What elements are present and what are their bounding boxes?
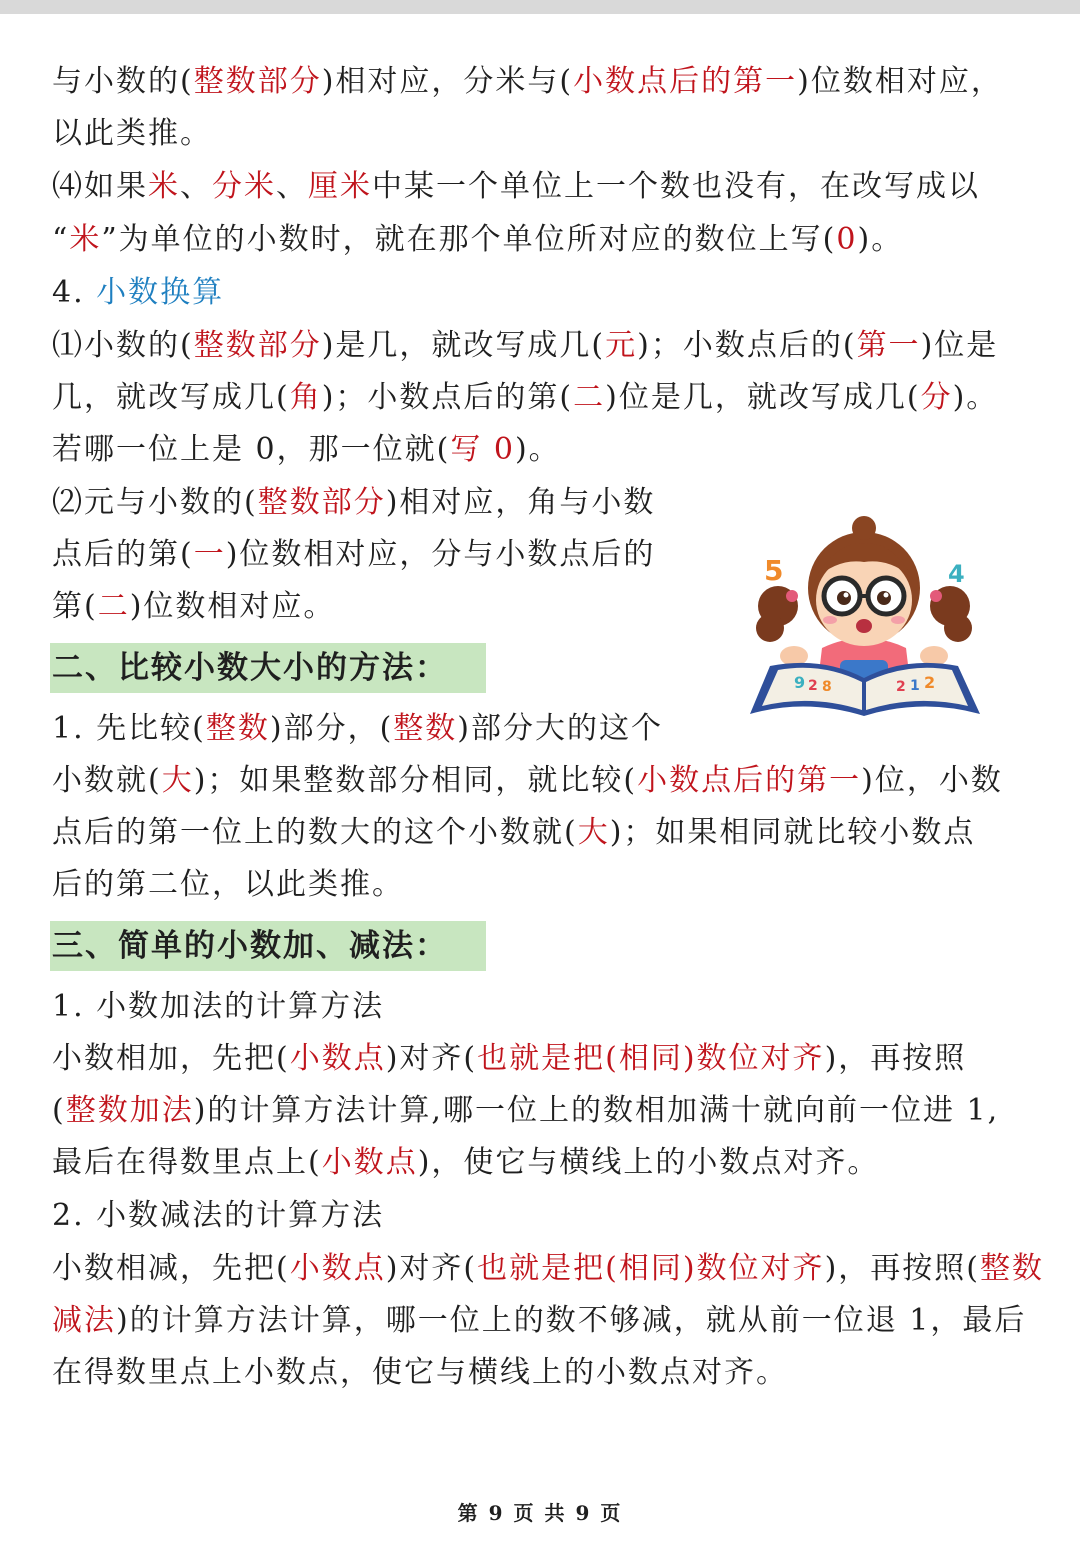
top-bar <box>0 0 1080 14</box>
text-line <box>52 220 903 260</box>
book-digit: 2 <box>808 678 818 694</box>
highlighted-answer: 二 <box>97 589 130 624</box>
text-line <box>52 1091 999 1131</box>
floating-digit: 5 <box>764 554 784 587</box>
text-run: )，使它与横线上的小数点对齐。 <box>417 1145 880 1180</box>
text-line <box>52 709 663 749</box>
text-run: 、 <box>180 169 212 204</box>
text-run: 几，就改写成几( <box>52 380 290 415</box>
highlighted-answer: 小数点后的第一 <box>573 64 798 99</box>
text-run: )部分，( <box>269 711 394 746</box>
highlighted-answer: 整数 <box>393 711 458 746</box>
highlighted-answer: 小数点 <box>289 1041 386 1076</box>
highlighted-answer: 整数部分 <box>257 485 386 520</box>
text-run: )相对应，分米与( <box>321 64 574 99</box>
text-line <box>52 62 1003 102</box>
book-digit: 8 <box>822 679 832 695</box>
text-line <box>52 326 998 366</box>
text-line <box>52 865 404 905</box>
highlighted-answer: 分米 <box>212 169 276 204</box>
text-run: 与小数的( <box>52 64 194 99</box>
text-run: )；小数点后的第( <box>321 380 574 415</box>
highlighted-answer: 整数部分 <box>193 328 322 363</box>
text-line <box>52 430 561 470</box>
text-line <box>52 1249 1044 1289</box>
text-line <box>52 987 384 1027</box>
subsection-heading <box>52 273 224 313</box>
text-run: )。 <box>514 432 561 467</box>
text-line <box>52 378 998 418</box>
text-line <box>52 587 335 627</box>
highlighted-answer: 小数换算 <box>96 275 225 310</box>
text-run: 第( <box>52 589 98 624</box>
text-run: )；如果相同就比较小数点 <box>609 815 976 850</box>
text-line <box>52 761 1003 801</box>
text-line <box>52 1039 966 1079</box>
highlighted-answer: 大 <box>577 815 610 850</box>
highlighted-answer: 第一 <box>856 328 921 363</box>
text-run: 、 <box>276 169 308 204</box>
text-line <box>52 1353 788 1393</box>
highlighted-answer: 整数加法 <box>65 1093 194 1128</box>
page-footer: 第 9 页 共 9 页 <box>457 1501 623 1525</box>
text-run: )是几，就改写成几( <box>321 328 606 363</box>
floating-digit: 4 <box>948 560 965 588</box>
highlighted-answer: 一 <box>193 537 226 572</box>
highlighted-answer: 也就是把(相同)数位对齐 <box>477 1041 825 1076</box>
text-run: 点后的第( <box>52 537 194 572</box>
text-run: 点后的第一位上的数大的这个小数就( <box>52 815 578 850</box>
girl-reading-book-illustration <box>742 488 988 724</box>
text-run: )位数相对应， <box>797 64 1003 99</box>
text-run: )；如果整数部分相同，就比较( <box>193 763 638 798</box>
text-run: 小数就( <box>52 763 162 798</box>
highlighted-answer: 0 <box>836 222 858 257</box>
section-heading: 三、简单的小数加、减法： <box>50 921 486 971</box>
highlighted-answer: 米 <box>69 222 102 257</box>
highlighted-answer: 整数部分 <box>193 64 322 99</box>
text-run: )对齐( <box>385 1251 478 1286</box>
highlighted-answer: 元 <box>605 328 638 363</box>
text-line <box>52 813 975 853</box>
highlighted-answer: 整数 <box>205 711 270 746</box>
highlighted-answer: 分 <box>920 380 953 415</box>
text-run: 1. 先比较( <box>52 711 206 746</box>
text-run: ( <box>52 1093 66 1128</box>
text-run: )位是 <box>920 328 999 363</box>
text-run: )位，小数 <box>861 763 1003 798</box>
text-run: 小数相加，先把( <box>52 1041 290 1076</box>
text-run: ⑴小数的( <box>52 328 194 363</box>
text-run: ⑷如果 <box>52 169 148 204</box>
text-run: 中某一个单位上一个数也没有，在改写成以 <box>372 169 980 204</box>
text-run: )位数相对应。 <box>129 589 336 624</box>
highlighted-answer: 角 <box>289 380 322 415</box>
text-run: ”为单位的小数时，就在那个单位所对应的数位上写( <box>101 222 837 257</box>
text-line <box>52 535 655 575</box>
text-run: )相对应，角与小数 <box>385 485 656 520</box>
text-run: )的计算方法计算，哪一位上的数不够减，就从前一位退 1，最后 <box>116 1303 1027 1338</box>
text-run: )的计算方法计算,哪一位上的数相加满十就向前一位进 1, <box>193 1093 1000 1128</box>
text-run: )位数相对应，分与小数点后的 <box>225 537 656 572</box>
text-run: )位是几，就改写成几( <box>605 380 921 415</box>
text-line <box>52 114 212 154</box>
text-run: )，再按照( <box>824 1251 980 1286</box>
highlighted-answer: 大 <box>161 763 194 798</box>
text-line <box>52 167 980 207</box>
text-run: )。 <box>857 222 904 257</box>
text-run: )部分大的这个 <box>457 711 664 746</box>
text-run: 以此类推。 <box>52 116 212 151</box>
text-run: 最后在得数里点上( <box>52 1145 322 1180</box>
highlighted-answer: 厘米 <box>308 169 372 204</box>
text-run: )，再按照 <box>824 1041 967 1076</box>
highlighted-answer: 小数点后的第一 <box>637 763 862 798</box>
text-run: ⑵元与小数的( <box>52 485 258 520</box>
text-run: 1. 小数加法的计算方法 <box>52 989 385 1024</box>
text-run: 小数相减，先把( <box>52 1251 290 1286</box>
text-run: 后的第二位，以此类推。 <box>52 867 404 902</box>
text-run: 2. 小数减法的计算方法 <box>52 1198 385 1233</box>
highlighted-answer: 写 0 <box>450 432 515 467</box>
book-digit: 9 <box>794 673 806 692</box>
text-run: )。 <box>952 380 999 415</box>
highlighted-answer: 也就是把(相同)数位对齐 <box>477 1251 825 1286</box>
text-run: 4. <box>52 275 97 310</box>
highlighted-answer: 小数点 <box>321 1145 418 1180</box>
section-heading: 二、比较小数大小的方法： <box>50 643 486 693</box>
text-run: )；小数点后的( <box>637 328 857 363</box>
text-line <box>52 1301 1026 1341</box>
text-run: 在得数里点上小数点，使它与横线上的小数点对齐。 <box>52 1355 788 1390</box>
book-digit: 2 <box>924 673 936 692</box>
book-digit: 1 <box>910 678 920 694</box>
text-line <box>52 1196 384 1236</box>
highlighted-answer: 米 <box>148 169 180 204</box>
highlighted-answer: 减法 <box>52 1303 116 1338</box>
highlighted-answer: 小数点 <box>289 1251 386 1286</box>
highlighted-answer: 整数 <box>979 1251 1044 1286</box>
text-run: 若哪一位上是 0，那一位就( <box>52 432 451 467</box>
text-run: “ <box>52 222 70 257</box>
text-run: )对齐( <box>385 1041 478 1076</box>
book-digit: 2 <box>896 679 906 695</box>
highlighted-answer: 二 <box>573 380 606 415</box>
text-line <box>52 1143 879 1183</box>
text-line <box>52 483 655 523</box>
